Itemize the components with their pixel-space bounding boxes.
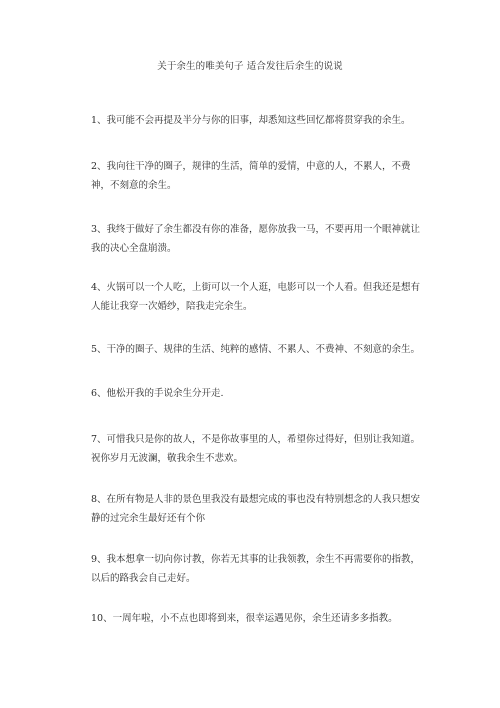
paragraph-10: 10、一周年啦，小不点也即将到来，很幸运遇见你，余生还请多多指教。 bbox=[91, 613, 398, 624]
paragraph-6: 6、他松开我的手说余生分开走. bbox=[91, 388, 224, 399]
document-title: 关于余生的唯美句子 适合发往后余生的说说 bbox=[157, 61, 343, 72]
paragraph-1: 1、我可能不会再提及半分与你的旧事，却悉知这些回忆都将贯穿我的余生。 bbox=[91, 115, 411, 126]
paragraph-2: 2、我向往干净的圈子，规律的生活，简单的爱情，中意的人，不累人，不费神，不刻意的余生。 bbox=[91, 161, 411, 191]
paragraph-3: 3、我终于做好了余生都没有你的准备，愿你放我一马，不要再用一个眼神就让我的决心全盘崩溃。 bbox=[91, 224, 421, 254]
paragraph-5: 5、干净的圈子、规律的生活、纯粹的感情、不累人、不费神、不刻意的余生。 bbox=[91, 344, 421, 355]
paragraph-9: 9、我本想拿一切向你讨教，你若无其事的让我领教，余生不再需要你的指教，以后的路我会自己走好。 bbox=[91, 554, 421, 584]
paragraph-4: 4、火锅可以一个人吃，上街可以一个人逛，电影可以一个人看。但我还是想有人能让我穿一次婚纱，陪我走完余生。 bbox=[91, 282, 421, 312]
paragraph-7: 7、可惜我只是你的故人，不是你故事里的人，希望你过得好，但别让我知道。祝你岁月无波澜，敬我余生不悲欢。 bbox=[91, 434, 421, 464]
paragraph-8: 8、在所有物是人非的景色里我没有最想完成的事也没有特别想念的人我只想安静的过完余生最好还有个你 bbox=[91, 494, 421, 524]
